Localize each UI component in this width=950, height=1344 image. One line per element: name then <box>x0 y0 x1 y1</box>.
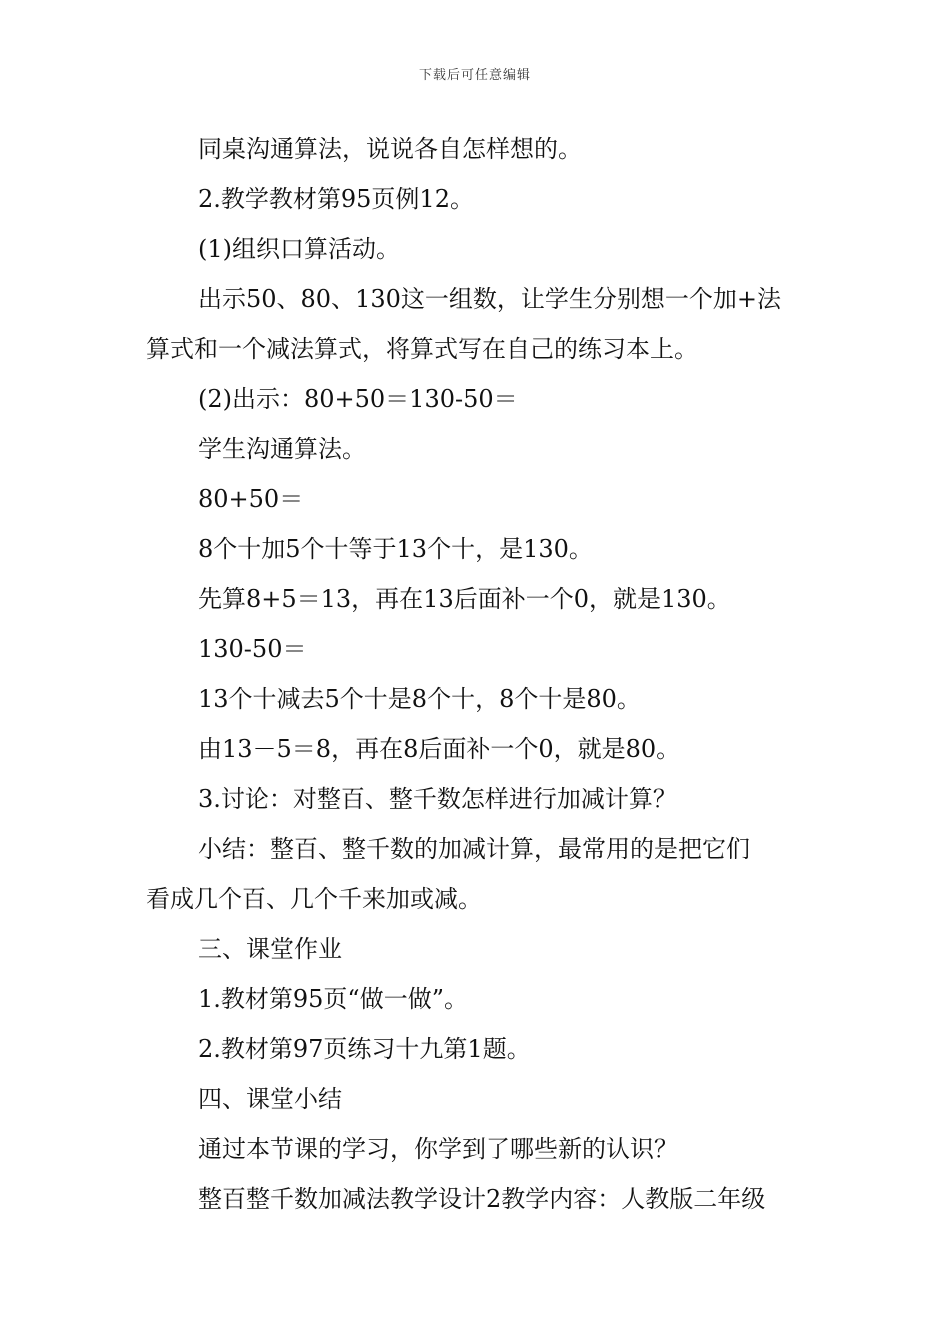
paragraph-line: (1)组织口算活动。 <box>198 235 400 263</box>
paragraph-line: 80+50＝ <box>198 485 304 513</box>
section-heading: 四、课堂小结 <box>198 1085 342 1113</box>
paragraph-line: 8个十加5个十等于13个十，是130。 <box>198 535 593 563</box>
paragraph-line: 看成几个百、几个千来加或减。 <box>146 885 482 913</box>
paragraph-line: 1.教材第95页“做一做”。 <box>198 985 468 1013</box>
paragraph-line: 由13－5＝8，再在8后面补一个0，就是80。 <box>198 735 681 763</box>
paragraph-line: 出示50、80、130这一组数，让学生分别想一个加+法 <box>198 285 781 313</box>
paragraph-line: 2.教学教材第95页例12。 <box>198 185 474 213</box>
paragraph-line: 先算8+5＝13，再在13后面补一个0，就是130。 <box>198 585 731 613</box>
section-heading: 三、课堂作业 <box>198 935 342 963</box>
paragraph-line: 小结：整百、整千数的加减计算，最常用的是把它们 <box>198 835 750 863</box>
paragraph-line: 130-50＝ <box>198 635 307 663</box>
paragraph-line: 同桌沟通算法，说说各自怎样想的。 <box>198 135 582 163</box>
paragraph-line: 算式和一个减法算式，将算式写在自己的练习本上。 <box>146 335 698 363</box>
document-body <box>146 124 810 1224</box>
page-header: 下载后可任意编辑 <box>418 68 531 83</box>
paragraph-line: 整百整千数加减法教学设计2教学内容：人教版二年级 <box>198 1185 766 1213</box>
paragraph-line: 3.讨论：对整百、整千数怎样进行加减计算？ <box>198 785 677 813</box>
paragraph-line: 学生沟通算法。 <box>198 435 366 463</box>
paragraph-line: (2)出示：80+50＝130-50＝ <box>198 385 518 413</box>
paragraph-line: 2.教材第97页练习十九第1题。 <box>198 1035 531 1063</box>
paragraph-line: 通过本节课的学习，你学到了哪些新的认识？ <box>198 1135 678 1163</box>
paragraph-line: 13个十减去5个十是8个十，8个十是80。 <box>198 685 641 713</box>
